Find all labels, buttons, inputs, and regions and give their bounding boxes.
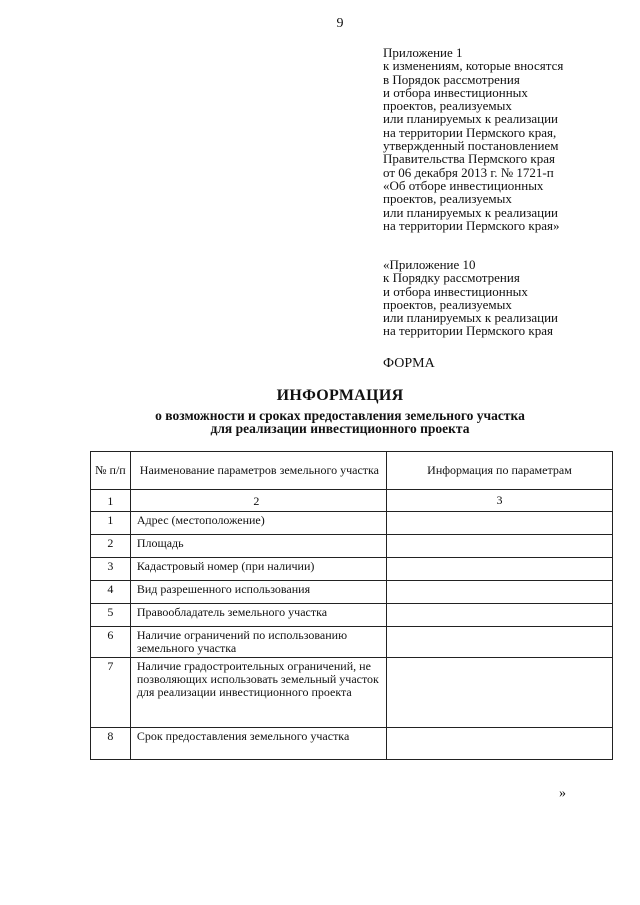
table-row: [91, 535, 613, 558]
row-number: 1: [91, 512, 131, 535]
form-label: ФОРМА: [383, 356, 435, 371]
annex-10-line: «Приложение 10: [383, 257, 476, 272]
row-parameter: Правообладатель земельного участка: [130, 604, 386, 627]
land-plot-info-table: [90, 451, 613, 760]
row-number: 7: [91, 658, 131, 728]
subtitle-line: для реализации инвестиционного проекта: [210, 421, 470, 436]
row-number: 8: [91, 728, 131, 760]
row-number: 3: [91, 558, 131, 581]
row-parameter: Кадастровый номер (при наличии): [130, 558, 386, 581]
row-parameter: Вид разрешенного использования: [130, 581, 386, 604]
table-row: [91, 658, 613, 728]
row-info-cell[interactable]: [386, 535, 612, 558]
document-subtitle: [0, 409, 640, 435]
header-parameter-info: Информация по параметрам: [386, 452, 612, 490]
row-parameter: Срок предоставления земельного участка: [130, 728, 386, 760]
annex-1-line: «Об отборе инвестиционных: [383, 177, 544, 193]
row-info-cell[interactable]: [386, 512, 612, 535]
row-info-cell[interactable]: [386, 658, 612, 728]
document-title: ИНФОРМАЦИЯ: [276, 387, 404, 404]
closing-quote-mark: »: [559, 786, 566, 801]
annex-1-block: [383, 46, 563, 232]
column-number: 3: [386, 490, 612, 512]
header-number: № п/п: [91, 452, 131, 490]
table-row: [91, 512, 613, 535]
table-header-row: [91, 452, 613, 490]
row-number: 5: [91, 604, 131, 627]
row-parameter: Адрес (местоположение): [130, 512, 386, 535]
annex-1-line: на территории Пермского края,: [383, 124, 557, 140]
table-row: [91, 627, 613, 658]
row-info-cell[interactable]: [386, 581, 612, 604]
table-row: [91, 581, 613, 604]
row-info-cell[interactable]: [386, 558, 612, 581]
row-info-cell[interactable]: [386, 627, 612, 658]
row-parameter: Наличие ограничений по использованию земельного участка: [130, 627, 386, 658]
annex-1-line: утвержденный постановлением: [383, 138, 559, 154]
column-number: 1: [91, 490, 131, 512]
annex-1-line: на территории Пермского края»: [383, 217, 560, 233]
annex-1-line: от 06 декабря 2013 г. № 1721-п: [383, 164, 554, 180]
annex-10-line: на территории Пермского края: [383, 323, 553, 339]
table-row: [91, 558, 613, 581]
annex-10-line: проектов, реализуемых: [383, 296, 512, 312]
annex-1-line: или планируемых к реализации: [383, 204, 559, 220]
row-number: 6: [91, 627, 131, 658]
annex-10-line: к Порядку рассмотрения: [383, 270, 520, 286]
column-number: 2: [130, 490, 386, 512]
annex-10-block: [383, 258, 558, 338]
row-parameter: Наличие градостроительных ограничений, не позволяющих использовать земельный участок для реализации инвестиционного проекта: [130, 658, 386, 728]
annex-1-line: к изменениям, которые вносятся: [383, 58, 564, 74]
row-info-cell[interactable]: [386, 728, 612, 760]
annex-1-line: и отбора инвестиционных: [383, 84, 528, 100]
annex-10-line: или планируемых к реализации: [383, 310, 559, 326]
annex-10-line: и отбора инвестиционных: [383, 283, 528, 299]
annex-1-line: Правительства Пермского края: [383, 151, 555, 167]
subtitle-line: о возможности и сроках предоставления земельного участка: [155, 408, 525, 423]
annex-1-line: или планируемых к реализации: [383, 111, 559, 127]
annex-1-line: Приложение 1: [383, 45, 463, 60]
column-number-row: [91, 490, 613, 512]
annex-1-line: проектов, реализуемых: [383, 98, 512, 114]
row-number: 2: [91, 535, 131, 558]
row-parameter: Площадь: [130, 535, 386, 558]
header-parameter-name: Наименование параметров земельного участка: [130, 452, 386, 490]
annex-1-line: проектов, реализуемых: [383, 191, 512, 207]
row-number: 4: [91, 581, 131, 604]
table-row: [91, 604, 613, 627]
row-info-cell[interactable]: [386, 604, 612, 627]
table-row: [91, 728, 613, 760]
annex-1-line: в Порядок рассмотрения: [383, 71, 520, 87]
page-number: 9: [336, 16, 344, 31]
